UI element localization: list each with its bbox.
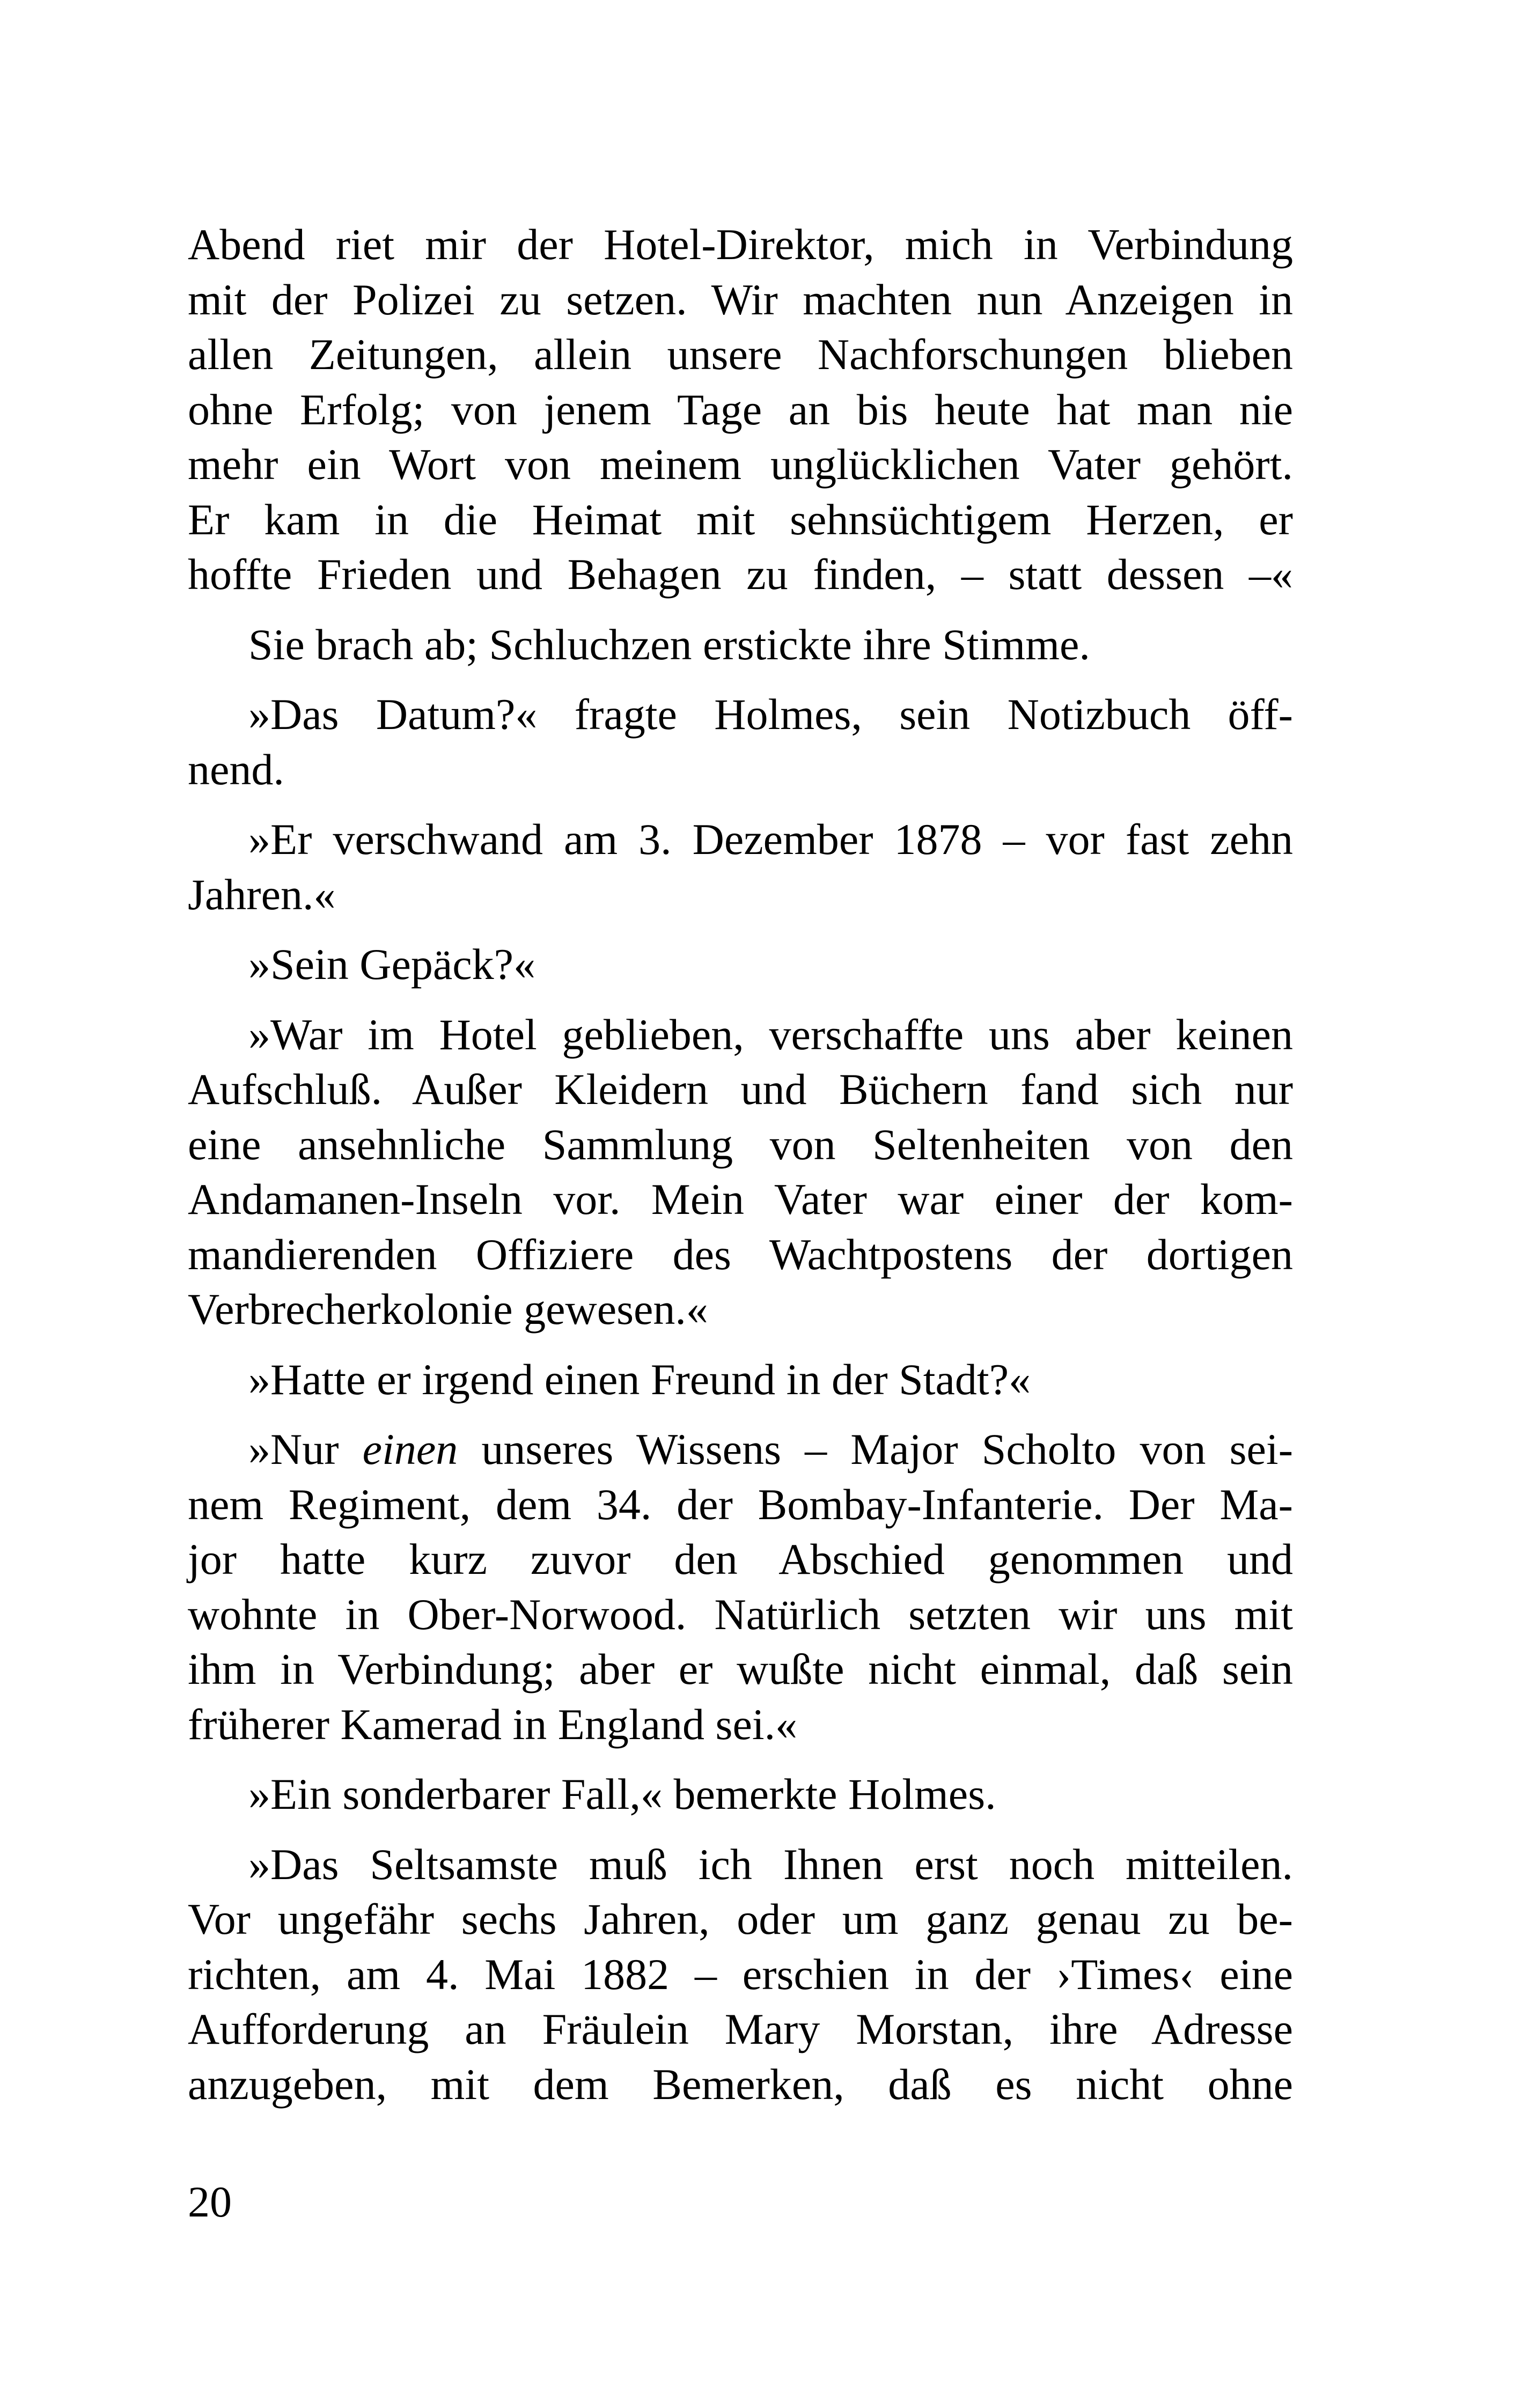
paragraph-line: nend. (188, 745, 284, 794)
paragraph-line: mehr ein Wort von meinem unglücklichen Vater gehört. (188, 440, 1293, 489)
paragraph-line: Er kam in die Heimat mit sehnsüchtigem Herzen, er (188, 495, 1293, 544)
paragraph-line: »Das Seltsamste muß ich Ihnen erst noch mitteilen. (248, 1839, 1293, 1889)
paragraph-line: anzugeben, mit dem Bemerken, daß es nicht ohne (188, 2059, 1293, 2109)
paragraph-line: ohne Erfolg; von jenem Tage an bis heute hat man nie (188, 385, 1293, 434)
paragraph-line: Andamanen-Inseln vor. Mein Vater war einer der kom- (188, 1175, 1293, 1224)
paragraph-line: mandierenden Offiziere des Wachtpostens der dortigen (188, 1229, 1293, 1279)
paragraph-line: jor hatte kurz zuvor den Abschied genommen und (188, 1535, 1293, 1584)
paragraph-line: allen Zeitungen, allein unsere Nachforschungen blieben (188, 330, 1293, 379)
paragraph-line: richten, am 4. Mai 1882 – erschien in der ›Times‹ eine (188, 1949, 1293, 1999)
paragraph-line: mit der Polizei zu setzen. Wir machten nun Anzeigen in (188, 275, 1293, 324)
paragraph-line: hoffte Frieden und Behagen zu finden, – statt dessen –« (188, 550, 1293, 599)
paragraph-line: Jahren.« (188, 870, 336, 919)
paragraph-line: ihm in Verbindung; aber er wußte nicht einmal, daß sein (188, 1645, 1293, 1693)
paragraph-line: Verbrecherkolonie gewesen.« (188, 1285, 708, 1334)
paragraph-line: Vor ungefähr sechs Jahren, oder um ganz genau zu be- (188, 1895, 1293, 1943)
paragraph-line: »Ein sonderbarer Fall,« bemerkte Holmes. (248, 1770, 996, 1818)
paragraph-line: »Das Datum?« fragte Holmes, sein Notizbuch öff- (248, 690, 1293, 739)
page-number: 20 (188, 2177, 232, 2226)
emphasis-text: einen (362, 1425, 458, 1474)
paragraph-line: wohnte in Ober-Norwood. Natürlich setzten wir uns mit (188, 1589, 1293, 1639)
paragraph-line: »War im Hotel geblieben, verschaffte uns aber keinen (248, 1010, 1293, 1059)
line-text-before: »Nur (248, 1425, 363, 1474)
paragraph-line: eine ansehnliche Sammlung von Seltenheiten von den (188, 1120, 1293, 1169)
paragraph-line: »Sein Gepäck?« (248, 940, 536, 989)
paragraph-line: »Hatte er irgend einen Freund in der Stadt?« (248, 1354, 1031, 1404)
body-text (188, 217, 1293, 2112)
paragraph-line: Sie brach ab; Schluchzen erstickte ihre Stimme. (248, 620, 1090, 669)
paragraph-line: Aufforderung an Fräulein Mary Morstan, ihre Adresse (188, 2005, 1293, 2053)
paragraph-line: Abend riet mir der Hotel-Direktor, mich in Verbindung (188, 220, 1293, 269)
paragraph-line: Aufschluß. Außer Kleidern und Büchern fand sich nur (188, 1065, 1293, 1114)
paragraph-line: »Er verschwand am 3. Dezember 1878 – vor fast zehn (248, 815, 1293, 864)
paragraph-line (188, 1422, 1293, 1477)
paragraph-line: nem Regiment, dem 34. der Bombay-Infanterie. Der Ma- (188, 1479, 1293, 1529)
paragraph-line: früherer Kamerad in England sei.« (188, 1699, 798, 1749)
line-text-after: unseres Wissens – Major Scholto von sei- (458, 1425, 1293, 1474)
